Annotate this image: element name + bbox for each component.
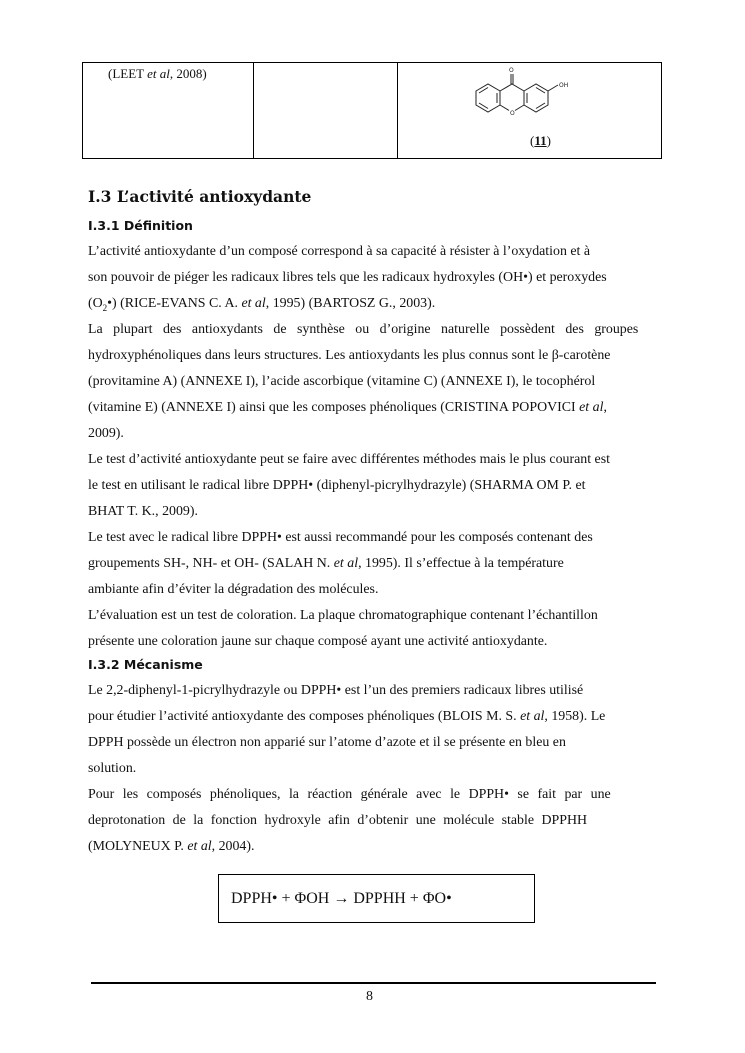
table-cell-structure — [398, 63, 661, 158]
footer-rule — [91, 982, 656, 984]
page-number: 8 — [366, 989, 373, 1004]
compound-table — [82, 62, 662, 159]
reaction-equation: DPPH• + ΦOH → DPPHH + ΦO• — [218, 874, 535, 923]
xanthone-structure — [470, 65, 600, 129]
section-heading: I.3 L’activité antioxydante — [88, 187, 312, 206]
compound-number: (11) — [530, 133, 551, 148]
hydroxyl-label: OH — [559, 82, 569, 89]
subsection-heading-mechanism: I.3.2 Mécanisme — [88, 657, 203, 672]
table-cell-reference — [83, 63, 254, 158]
paragraph-mechanism: Le 2,2-diphenyl-1-picrylhydrazyle ou DPPH• est l’un des premiers radicaux libres utilisé pour étudier l’activité antioxydante des composes phénoliques (BLOIS M. S. et al, 1958). Le DPPH possède un électron non apparié sur l’atome d’azote et il se présente en bleu en solution. Pour les composés phénoliques, la réaction générale avec le DPPH• se fait par une deprotonation de la fonction hydroxyle afin d’obtenir une molécule stable DPPHH (MOLYNEUX P. et al, 2004). — [88, 683, 611, 854]
ring-oxygen-label: O — [510, 110, 515, 117]
subsection-heading-definition: I.3.1 Définition — [88, 218, 193, 233]
paragraph-definition: L’activité antioxydante d’un composé correspond à sa capacité à résister à l’oxydation et à son pouvoir de piéger les radicaux libres tels que les radicaux hydroxyles (OH•) et peroxydes $(O_2•)$ (RICE-EVANS C. A. et al, 1995) (BARTOSZ G., 2003). La plupart des antioxydants de synthèse ou d’origine naturelle possèdent des groupes hydroxyphénoliques dans leurs structures. Les antioxydants les plus connus sont le β-carotène (provitamine A) (ANNEXE I), l’acide ascorbique (vitamine C) (ANNEXE I), le tocophérol (vitamine E) (ANNEXE I) ainsi que les composes phénoliques (CRISTINA POPOVICI et al, 2009). Le test d’activité antioxydante peut se faire avec différentes méthodes mais le plus courant est le test en utilisant le radical libre DPPH• (diphenyl-picrylhydrazyle) (SHARMA OM P. et BHAT T. K., 2009). Le test avec le radical libre DPPH• est aussi recommandé pour les composés contenant des groupements SH-, NH- et OH- (SALAH N. et al, 1995). Il s’effectue à la température ambiante afin d’éviter la dégradation des molécules. L’évaluation est un test de coloration. La plaque chromatographique contenant l’échantillon présente une coloration jaune sur chaque composé ayant une activité antioxydante. — [88, 244, 639, 649]
carbonyl-oxygen-label: O — [509, 67, 514, 74]
reference-citation: (LEET et al, 2008) — [108, 66, 207, 81]
table-cell-empty — [254, 63, 398, 158]
